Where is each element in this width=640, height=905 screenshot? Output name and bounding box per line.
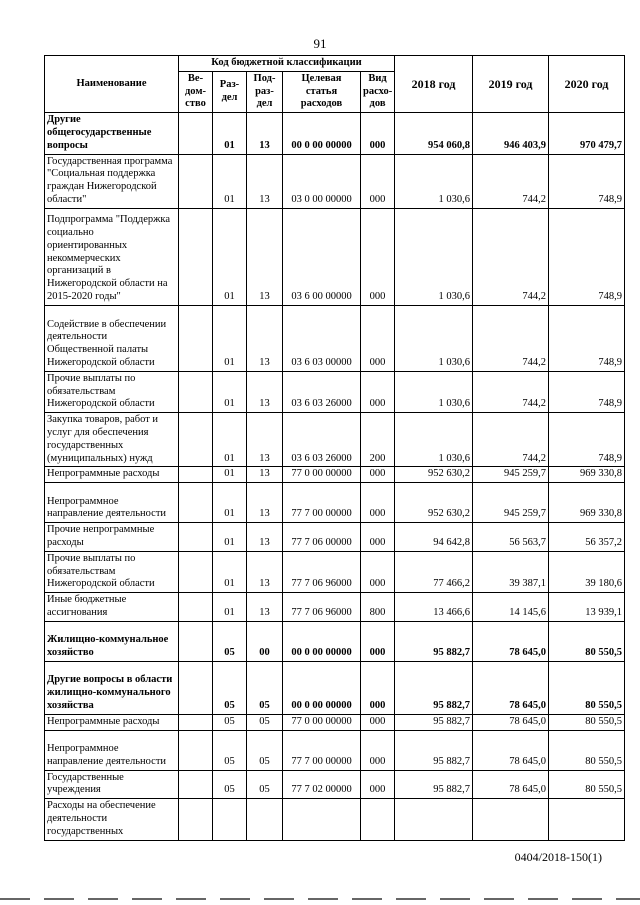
row-name: Жилищно-коммунальное хозяйство [45, 621, 179, 661]
header-name: Наименование [45, 56, 179, 113]
table-row [45, 770, 625, 799]
row-2020: 80 550,5 [549, 661, 625, 714]
row-razdel: 01 [213, 208, 247, 305]
row-target: 77 0 00 00000 [283, 714, 361, 730]
row-vid: 000 [361, 621, 395, 661]
row-2019: 744,2 [473, 371, 549, 412]
row-2019: 14 145,6 [473, 593, 549, 622]
row-target: 77 7 00 00000 [283, 483, 361, 523]
row-name: Иные бюджетные ассигнования [45, 593, 179, 622]
row-name: Непрограммное направление деятельности [45, 483, 179, 523]
row-vid: 000 [361, 730, 395, 770]
row-razdel: 01 [213, 154, 247, 208]
row-2020: 13 939,1 [549, 593, 625, 622]
row-ved [179, 551, 213, 592]
table-row [45, 413, 625, 467]
row-target: 03 6 03 00000 [283, 305, 361, 371]
row-target: 77 0 00 00000 [283, 467, 361, 483]
table-row [45, 714, 625, 730]
page-number: 91 [313, 36, 327, 51]
row-ved [179, 621, 213, 661]
row-2018 [395, 799, 473, 840]
row-podrazdel [247, 799, 283, 840]
row-name: Другие общегосударственные вопросы [45, 113, 179, 154]
row-podrazdel: 13 [247, 467, 283, 483]
table-row [45, 799, 625, 840]
row-razdel: 01 [213, 523, 247, 552]
row-name: Государственные учреждения [45, 770, 179, 799]
row-podrazdel: 05 [247, 714, 283, 730]
row-2018: 77 466,2 [395, 551, 473, 592]
row-ved [179, 467, 213, 483]
row-2020: 39 180,6 [549, 551, 625, 592]
row-podrazdel: 13 [247, 154, 283, 208]
row-name: Содействие в обеспечении деятельности Общественной палаты Нижегородской области [45, 305, 179, 371]
row-target: 77 7 06 00000 [283, 523, 361, 552]
row-2019 [473, 799, 549, 840]
row-name: Подпрограмма "Поддержка социально ориентированных некоммерческих организаций в Нижегородской области на 2015-2020 годы" [45, 208, 179, 305]
row-2020: 748,9 [549, 208, 625, 305]
row-target: 77 7 06 96000 [283, 551, 361, 592]
row-vid: 000 [361, 483, 395, 523]
row-podrazdel: 13 [247, 208, 283, 305]
row-ved [179, 523, 213, 552]
row-razdel: 01 [213, 371, 247, 412]
row-2018: 13 466,6 [395, 593, 473, 622]
table-row [45, 305, 625, 371]
row-name: Другие вопросы в области жилищно-коммунального хозяйства [45, 661, 179, 714]
row-target: 77 7 00 00000 [283, 730, 361, 770]
row-2020: 56 357,2 [549, 523, 625, 552]
table-row [45, 730, 625, 770]
row-podrazdel: 05 [247, 770, 283, 799]
row-razdel: 05 [213, 730, 247, 770]
table-row [45, 371, 625, 412]
row-vid: 000 [361, 154, 395, 208]
row-vid: 200 [361, 413, 395, 467]
row-razdel: 05 [213, 714, 247, 730]
row-razdel: 01 [213, 483, 247, 523]
row-vid: 000 [361, 551, 395, 592]
row-target: 03 6 00 00000 [283, 208, 361, 305]
header-razdel: Раз-дел [213, 71, 247, 112]
row-vid: 000 [361, 208, 395, 305]
row-2018: 952 630,2 [395, 483, 473, 523]
header-target: Целевая статья расходов [283, 71, 361, 112]
row-2019: 78 645,0 [473, 730, 549, 770]
row-2018: 1 030,6 [395, 305, 473, 371]
row-razdel: 01 [213, 413, 247, 467]
row-razdel: 01 [213, 551, 247, 592]
row-podrazdel: 13 [247, 371, 283, 412]
row-name: Прочие выплаты по обязательствам Нижегородской области [45, 371, 179, 412]
row-2018: 94 642,8 [395, 523, 473, 552]
row-ved [179, 483, 213, 523]
row-2019: 744,2 [473, 154, 549, 208]
header-podrazdel: Под-раз-дел [247, 71, 283, 112]
row-name: Закупка товаров, работ и услуг для обеспечения государственных (муниципальных) нужд [45, 413, 179, 467]
row-2018: 1 030,6 [395, 413, 473, 467]
row-name: Непрограммные расходы [45, 467, 179, 483]
row-target [283, 799, 361, 840]
row-ved [179, 113, 213, 154]
row-2019: 945 259,7 [473, 467, 549, 483]
header-2019: 2019 год [473, 56, 549, 113]
row-2019: 744,2 [473, 305, 549, 371]
row-2020: 80 550,5 [549, 714, 625, 730]
row-podrazdel: 13 [247, 551, 283, 592]
row-2018: 95 882,7 [395, 714, 473, 730]
row-name: Расходы на обеспечение деятельности государственных [45, 799, 179, 840]
row-podrazdel: 05 [247, 730, 283, 770]
row-name: Прочие выплаты по обязательствам Нижегородской области [45, 551, 179, 592]
row-2020: 969 330,8 [549, 467, 625, 483]
row-ved [179, 770, 213, 799]
row-2018: 952 630,2 [395, 467, 473, 483]
header-vedomstvo: Ве-дом-ство [179, 71, 213, 112]
row-2019: 56 563,7 [473, 523, 549, 552]
table-row [45, 551, 625, 592]
row-vid: 000 [361, 770, 395, 799]
row-2020: 748,9 [549, 154, 625, 208]
row-razdel: 01 [213, 593, 247, 622]
row-podrazdel: 13 [247, 483, 283, 523]
row-razdel: 05 [213, 621, 247, 661]
row-target: 00 0 00 00000 [283, 661, 361, 714]
row-ved [179, 661, 213, 714]
row-razdel: 05 [213, 770, 247, 799]
table-row [45, 483, 625, 523]
row-ved [179, 371, 213, 412]
row-ved [179, 413, 213, 467]
row-podrazdel: 13 [247, 593, 283, 622]
row-2019: 744,2 [473, 208, 549, 305]
table-row [45, 113, 625, 154]
row-target: 77 7 02 00000 [283, 770, 361, 799]
row-2019: 744,2 [473, 413, 549, 467]
row-razdel: 01 [213, 305, 247, 371]
row-2018: 954 060,8 [395, 113, 473, 154]
row-2019: 78 645,0 [473, 714, 549, 730]
row-target: 00 0 00 00000 [283, 621, 361, 661]
row-ved [179, 593, 213, 622]
header-2018: 2018 год [395, 56, 473, 113]
row-name: Непрограммные расходы [45, 714, 179, 730]
row-razdel: 01 [213, 113, 247, 154]
row-2020: 969 330,8 [549, 483, 625, 523]
row-ved [179, 154, 213, 208]
row-podrazdel: 13 [247, 305, 283, 371]
row-podrazdel: 13 [247, 523, 283, 552]
row-2018: 1 030,6 [395, 208, 473, 305]
row-razdel: 01 [213, 467, 247, 483]
row-vid: 000 [361, 714, 395, 730]
row-name: Непрограммное направление деятельности [45, 730, 179, 770]
row-2018: 95 882,7 [395, 661, 473, 714]
row-target: 77 7 06 96000 [283, 593, 361, 622]
row-2019: 78 645,0 [473, 621, 549, 661]
table-row [45, 593, 625, 622]
header-code-group: Код бюджетной классификации [179, 56, 395, 72]
table-row [45, 523, 625, 552]
table-row [45, 661, 625, 714]
row-2020: 748,9 [549, 305, 625, 371]
row-2019: 39 387,1 [473, 551, 549, 592]
row-name: Государственная программа "Социальная поддержка граждан Нижегородской области" [45, 154, 179, 208]
row-podrazdel: 05 [247, 661, 283, 714]
row-2019: 78 645,0 [473, 770, 549, 799]
row-2018: 95 882,7 [395, 770, 473, 799]
row-target: 03 0 00 00000 [283, 154, 361, 208]
row-target: 00 0 00 00000 [283, 113, 361, 154]
row-2020: 80 550,5 [549, 621, 625, 661]
row-2019: 78 645,0 [473, 661, 549, 714]
budget-table [44, 55, 625, 841]
table-row [45, 154, 625, 208]
row-2018: 1 030,6 [395, 154, 473, 208]
document-code: 0404/2018-150(1) [514, 850, 602, 864]
row-ved [179, 714, 213, 730]
row-2018: 95 882,7 [395, 730, 473, 770]
table-row [45, 467, 625, 483]
row-ved [179, 730, 213, 770]
row-2020 [549, 799, 625, 840]
row-vid: 000 [361, 523, 395, 552]
row-vid: 000 [361, 113, 395, 154]
row-target: 03 6 03 26000 [283, 371, 361, 412]
row-razdel: 05 [213, 661, 247, 714]
row-2020: 748,9 [549, 413, 625, 467]
row-podrazdel: 13 [247, 113, 283, 154]
row-vid: 000 [361, 305, 395, 371]
row-vid: 000 [361, 371, 395, 412]
row-2020: 748,9 [549, 371, 625, 412]
row-ved [179, 305, 213, 371]
row-2020: 80 550,5 [549, 730, 625, 770]
header-vid: Вид расхо-дов [361, 71, 395, 112]
row-vid: 000 [361, 661, 395, 714]
row-podrazdel: 13 [247, 413, 283, 467]
row-2020: 80 550,5 [549, 770, 625, 799]
row-2018: 1 030,6 [395, 371, 473, 412]
table-row [45, 621, 625, 661]
header-2020: 2020 год [549, 56, 625, 113]
row-target: 03 6 03 26000 [283, 413, 361, 467]
row-vid: 800 [361, 593, 395, 622]
row-vid [361, 799, 395, 840]
row-vid: 000 [361, 467, 395, 483]
row-ved [179, 799, 213, 840]
row-podrazdel: 00 [247, 621, 283, 661]
row-2019: 946 403,9 [473, 113, 549, 154]
row-2019: 945 259,7 [473, 483, 549, 523]
table-row [45, 208, 625, 305]
row-ved [179, 208, 213, 305]
scan-edge-line [0, 898, 640, 900]
row-razdel [213, 799, 247, 840]
row-name: Прочие непрограммные расходы [45, 523, 179, 552]
row-2020: 970 479,7 [549, 113, 625, 154]
row-2018: 95 882,7 [395, 621, 473, 661]
